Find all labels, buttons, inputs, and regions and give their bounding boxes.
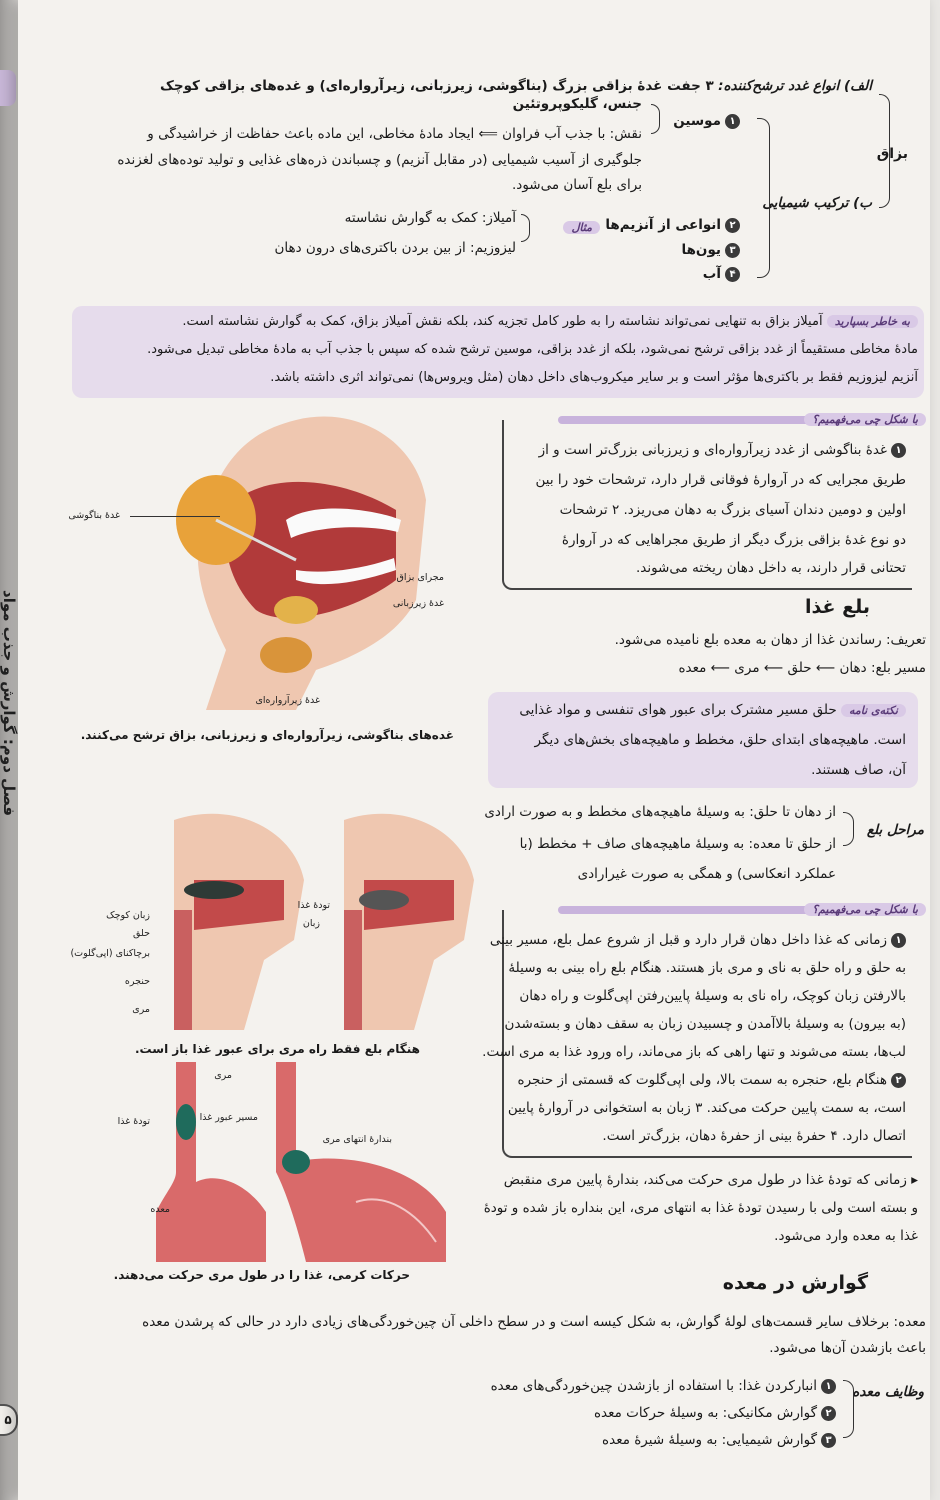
label-sphincter: بندارهٔ انتهای مری (322, 1134, 392, 1145)
stomach-func-label: وظایف معده (852, 1384, 924, 1400)
peristalsis-figure (156, 1062, 456, 1262)
label-parotid: غدهٔ بناگوشی (68, 510, 120, 521)
stomach-heading: گوارش در معده (722, 1272, 868, 1294)
saliva-a-row (160, 78, 872, 94)
label-esophagus-3: مری (214, 1070, 232, 1081)
stomach-def-1: معده: برخلاف سایر قسمت‌های لولهٔ گوارش، به شکل کیسه است و در سطح داخلی آن چین‌خوردگی‌های زیادی دارد در حالی که پرشدن معده (142, 1314, 926, 1330)
note-text-1: آمیلاز بزاق به تنهایی نمی‌تواند نشاسته را به طور کامل تجزیه کند، بلکه نقش آمیلاز بزاق، کمک به گوارش نشاسته است. (182, 314, 823, 329)
document-page (18, 0, 930, 1500)
label-epiglottis: برچاکنای (اپی‌گلوت) (70, 948, 150, 959)
label-stomach: معده (150, 1204, 170, 1215)
note-tag: به خاطر بسپارید (827, 315, 918, 328)
func-3: ۳گوارش شیمیایی: به وسیلهٔ شیرهٔ معده (602, 1432, 836, 1448)
label-sublingual: غدهٔ زیرزبانی (392, 598, 444, 609)
stage-2: از حلق تا معده: به وسیلهٔ ماهیچه‌های صاف + مخطط (با (519, 836, 836, 852)
label-duct: مجرای بزاق (396, 572, 444, 583)
see2-line-1: ۱زمانی که غذا داخل دهان قرار دارد و قبل از شروع عمل بلع، مسیر بینی (490, 932, 906, 948)
note-line-1 (182, 314, 918, 329)
page-number: ۵ (0, 1404, 18, 1436)
see-box-2-tag-wrap (804, 898, 926, 917)
tip-tag: نکته‌ی نامه (841, 704, 906, 717)
ions-row (682, 242, 741, 258)
stages-bracket (843, 812, 854, 846)
swallowing-figure (154, 800, 484, 1030)
figure2-caption: هنگام بلع فقط راه مری برای عبور غذا باز است. (135, 1042, 420, 1056)
mucin-role-1: نقش: با جذب آب فراوان ⟸ ایجاد مادهٔ مخاطی، این ماده باعث حفاظت از خراشیدگی و (147, 126, 642, 142)
label-tongue: زبان (302, 918, 320, 929)
label-uvula: زبان کوچک (106, 910, 150, 921)
stomach-def-2: باعث بازشدن آن‌ها می‌شود. (769, 1340, 926, 1356)
see2-line-4: (به بیرون) به وسیلهٔ بالاآمدن و چسبیدن زبان به سقف دهان و بسته‌شدن (504, 1016, 906, 1032)
label-esophagus: مری (132, 1004, 150, 1015)
label-food-path: مسیر عبور غذا (199, 1112, 258, 1123)
bolus-shape-1 (359, 890, 409, 910)
sublingual-gland-shape (274, 596, 318, 624)
swallow-path: مسیر بلع: دهان ⟵ حلق ⟵ مری ⟵ معده (678, 660, 926, 676)
label-larynx: حنجره (124, 976, 150, 987)
chapter-side-title: فصل دوم: گوارش و جذب مواد (0, 590, 18, 817)
see2-line-2: به حلق و راه حلق به نای و مری باز هستند. هنگام بلع راه بینی به وسیلهٔ (508, 960, 906, 976)
see2-line-5: لب‌ها، بسته می‌شوند و تنها راهی که باز می‌ماند، راه ورود غذا به مری است. (482, 1044, 906, 1060)
func-2: ۲گوارش مکانیکی: به وسیلهٔ حرکات معده (594, 1405, 836, 1421)
swallow-during (174, 814, 304, 1030)
see1-line-1: ۱غدهٔ بناگوشی از غدد زیرآرواره‌ای و زیرزبانی بزرگ‌تر است و از (539, 442, 906, 458)
bolus-shape-3 (176, 1104, 196, 1140)
lysozyme: لیزوزیم: از بین بردن باکتری‌های درون دهان (274, 240, 516, 256)
func-bracket (843, 1380, 854, 1438)
see2-line-3: بالارفتن زبان کوچک، راه نای به وسیلهٔ پایین‌رفتن اپی‌گلوت و راه دهان (519, 988, 906, 1004)
see-box-2-tag: با شکل چی می‌فهمیم؟ (804, 903, 926, 916)
saliva-bracket (879, 94, 890, 208)
tip-line-2: است. ماهیچه‌های ابتدای حلق، مخطط و ماهیچه‌های بخش‌های دیگر (534, 732, 906, 748)
mucin-type: جنس، گلیکوپروتئین (512, 96, 642, 112)
num-see2-2: ۲ (891, 1073, 906, 1088)
stages-label: مراحل بلع (866, 822, 924, 838)
amylase: آمیلاز: کمک به گوارش نشاسته (344, 210, 516, 226)
side-tab (0, 70, 16, 106)
note-line-2: مادهٔ مخاطی مستقیماً از غدد بزاقی ترشح نمی‌شود، بلکه از غدد بزاقی، موسین ترشح شده که سپس با جذب آب به مادهٔ مخاطی تبدیل می‌شود. (147, 342, 918, 357)
enzymes-label: انواعی از آنزیم‌ها (605, 217, 721, 233)
see2-line-8: اتصال دارد. ۴ حفرهٔ بینی از حفرهٔ دهان، بزرگ‌تر است. (602, 1128, 906, 1144)
label-bolus-3: تودهٔ غذا (117, 1116, 150, 1127)
water-label: آب (702, 266, 721, 282)
saliva-a-text: ۳ جفت غدهٔ بزاقی بزرگ (بناگوشی، زیرزبانی، زیرآرواره‌ای) و غده‌های بزاقی کوچک (160, 78, 714, 94)
salivary-glands-figure (146, 410, 436, 720)
saliva-a-label: الف) انواع غدد ترشح‌کننده: (718, 78, 872, 94)
see2-line-6: ۲هنگام بلع، حنجره به سمت بالا، ولی اپی‌گلوت که قسمتی از حنجره (518, 1072, 906, 1088)
swallow-before (344, 814, 474, 1030)
func-1: ۱انبارکردن غذا: با استفاده از بازشدن چین‌خوردگی‌های معده (491, 1378, 836, 1394)
water-row (703, 266, 740, 282)
see1-line-2: طریق مجرایی که در آروارهٔ فوقانی قرار دارد، ترشحات خود را بین (535, 472, 906, 488)
label-pharynx: حلق (133, 928, 150, 939)
ions-label: یون‌ها (681, 242, 721, 258)
label-bolus-2: تودهٔ غذا (297, 900, 330, 911)
mucin-role-2: جلوگیری از آسیب شیمیایی (در مقابل آنزیم) و چسباندن ذره‌های غذایی و تولید توده‌های لغزنده (117, 152, 642, 168)
num-see1-1: ۱ (891, 443, 906, 458)
stage-2b: عملکرد انعکاسی) و همگی به صورت غیرارادی (577, 866, 836, 882)
note-line-3: آنزیم لیزوزیم فقط بر باکتری‌ها مؤثر است و بر سایر میکروب‌های داخل دهان (مثل ویروس‌ها) نمی‌تواند اثری داشته باشد. (270, 370, 918, 385)
see-box-1-tag-wrap (804, 408, 926, 427)
see1-line-4: دو نوع غدهٔ بزاقی بزرگ دیگر از طریق مجراهایی که در آروارهٔ (561, 532, 906, 548)
see1-line-3: اولین و دومین دندان آسیای بزرگ به دهان می‌ریزد. ۲ ترشحات (559, 502, 906, 518)
num-2: ۲ (725, 218, 740, 233)
figure1-caption: غده‌های بناگوشی، زیرآرواره‌ای و زیرزبانی، بزاق ترشح می‌کنند. (80, 728, 454, 742)
tip-line-3: آن، صاف هستند. (811, 762, 906, 778)
sphincter-line-2: و بسته است ولی با رسیدن تودهٔ غذا به انتهای مری، این بنداره باز شده و تودهٔ (483, 1200, 918, 1216)
mucin-role-3: برای بلع آسان می‌شود. (512, 177, 642, 193)
see-box-1-tag: با شکل چی می‌فهمیم؟ (804, 413, 926, 426)
num-4: ۴ (725, 267, 740, 282)
swallow-heading: بلع غذا (805, 596, 870, 618)
mucin-row (673, 113, 740, 129)
figure3-caption: حرکات کرمی، غذا را در طول مری حرکت می‌دهند. (113, 1268, 410, 1282)
see2-line-7: است، به سمت پایین حرکت می‌کند. ۳ زبان به استخوانی در آروارهٔ پایین (507, 1100, 906, 1116)
saliva-root-label: بزاق (876, 146, 908, 162)
num-see2-1: ۱ (891, 933, 906, 948)
enzymes-row (605, 217, 740, 233)
tip-line-1: نکته‌ی نامه حلق مسیر مشترک برای عبور هوای تنفسی و مواد غذایی (519, 702, 906, 718)
stage-1: از دهان تا حلق: به وسیلهٔ ماهیچه‌های مخطط و به صورت ارادی (484, 804, 836, 820)
sphincter-line-3: غذا به معده وارد می‌شود. (774, 1228, 918, 1244)
bolus-shape-4 (282, 1150, 310, 1174)
num-1: ۱ (725, 114, 740, 129)
saliva-b-label: ب) ترکیب شیمیایی (762, 195, 872, 211)
label-submandibular: غدهٔ زیرآرواره‌ای (255, 695, 320, 706)
sphincter-line-1: ▸ زمانی که تودهٔ غذا در طول مری حرکت می‌کند، بندارهٔ پایین مری منقبض (503, 1172, 918, 1188)
swallow-definition: تعریف: رساندن غذا از دهان به معده بلع نامیده می‌شود. (614, 632, 926, 648)
mucin-bracket (651, 104, 660, 134)
chem-bracket (757, 118, 770, 278)
bolus-shape-2 (184, 881, 244, 899)
submandibular-gland-shape (260, 637, 312, 673)
leader-parotid (130, 516, 220, 517)
mucin-label: موسین (673, 113, 721, 129)
num-3: ۳ (725, 243, 740, 258)
see1-line-5: تحتانی قرار دارند، به داخل دهان ریخته می‌شوند. (635, 560, 906, 576)
example-tag: مثال (563, 216, 600, 235)
enzyme-bracket (521, 214, 530, 242)
